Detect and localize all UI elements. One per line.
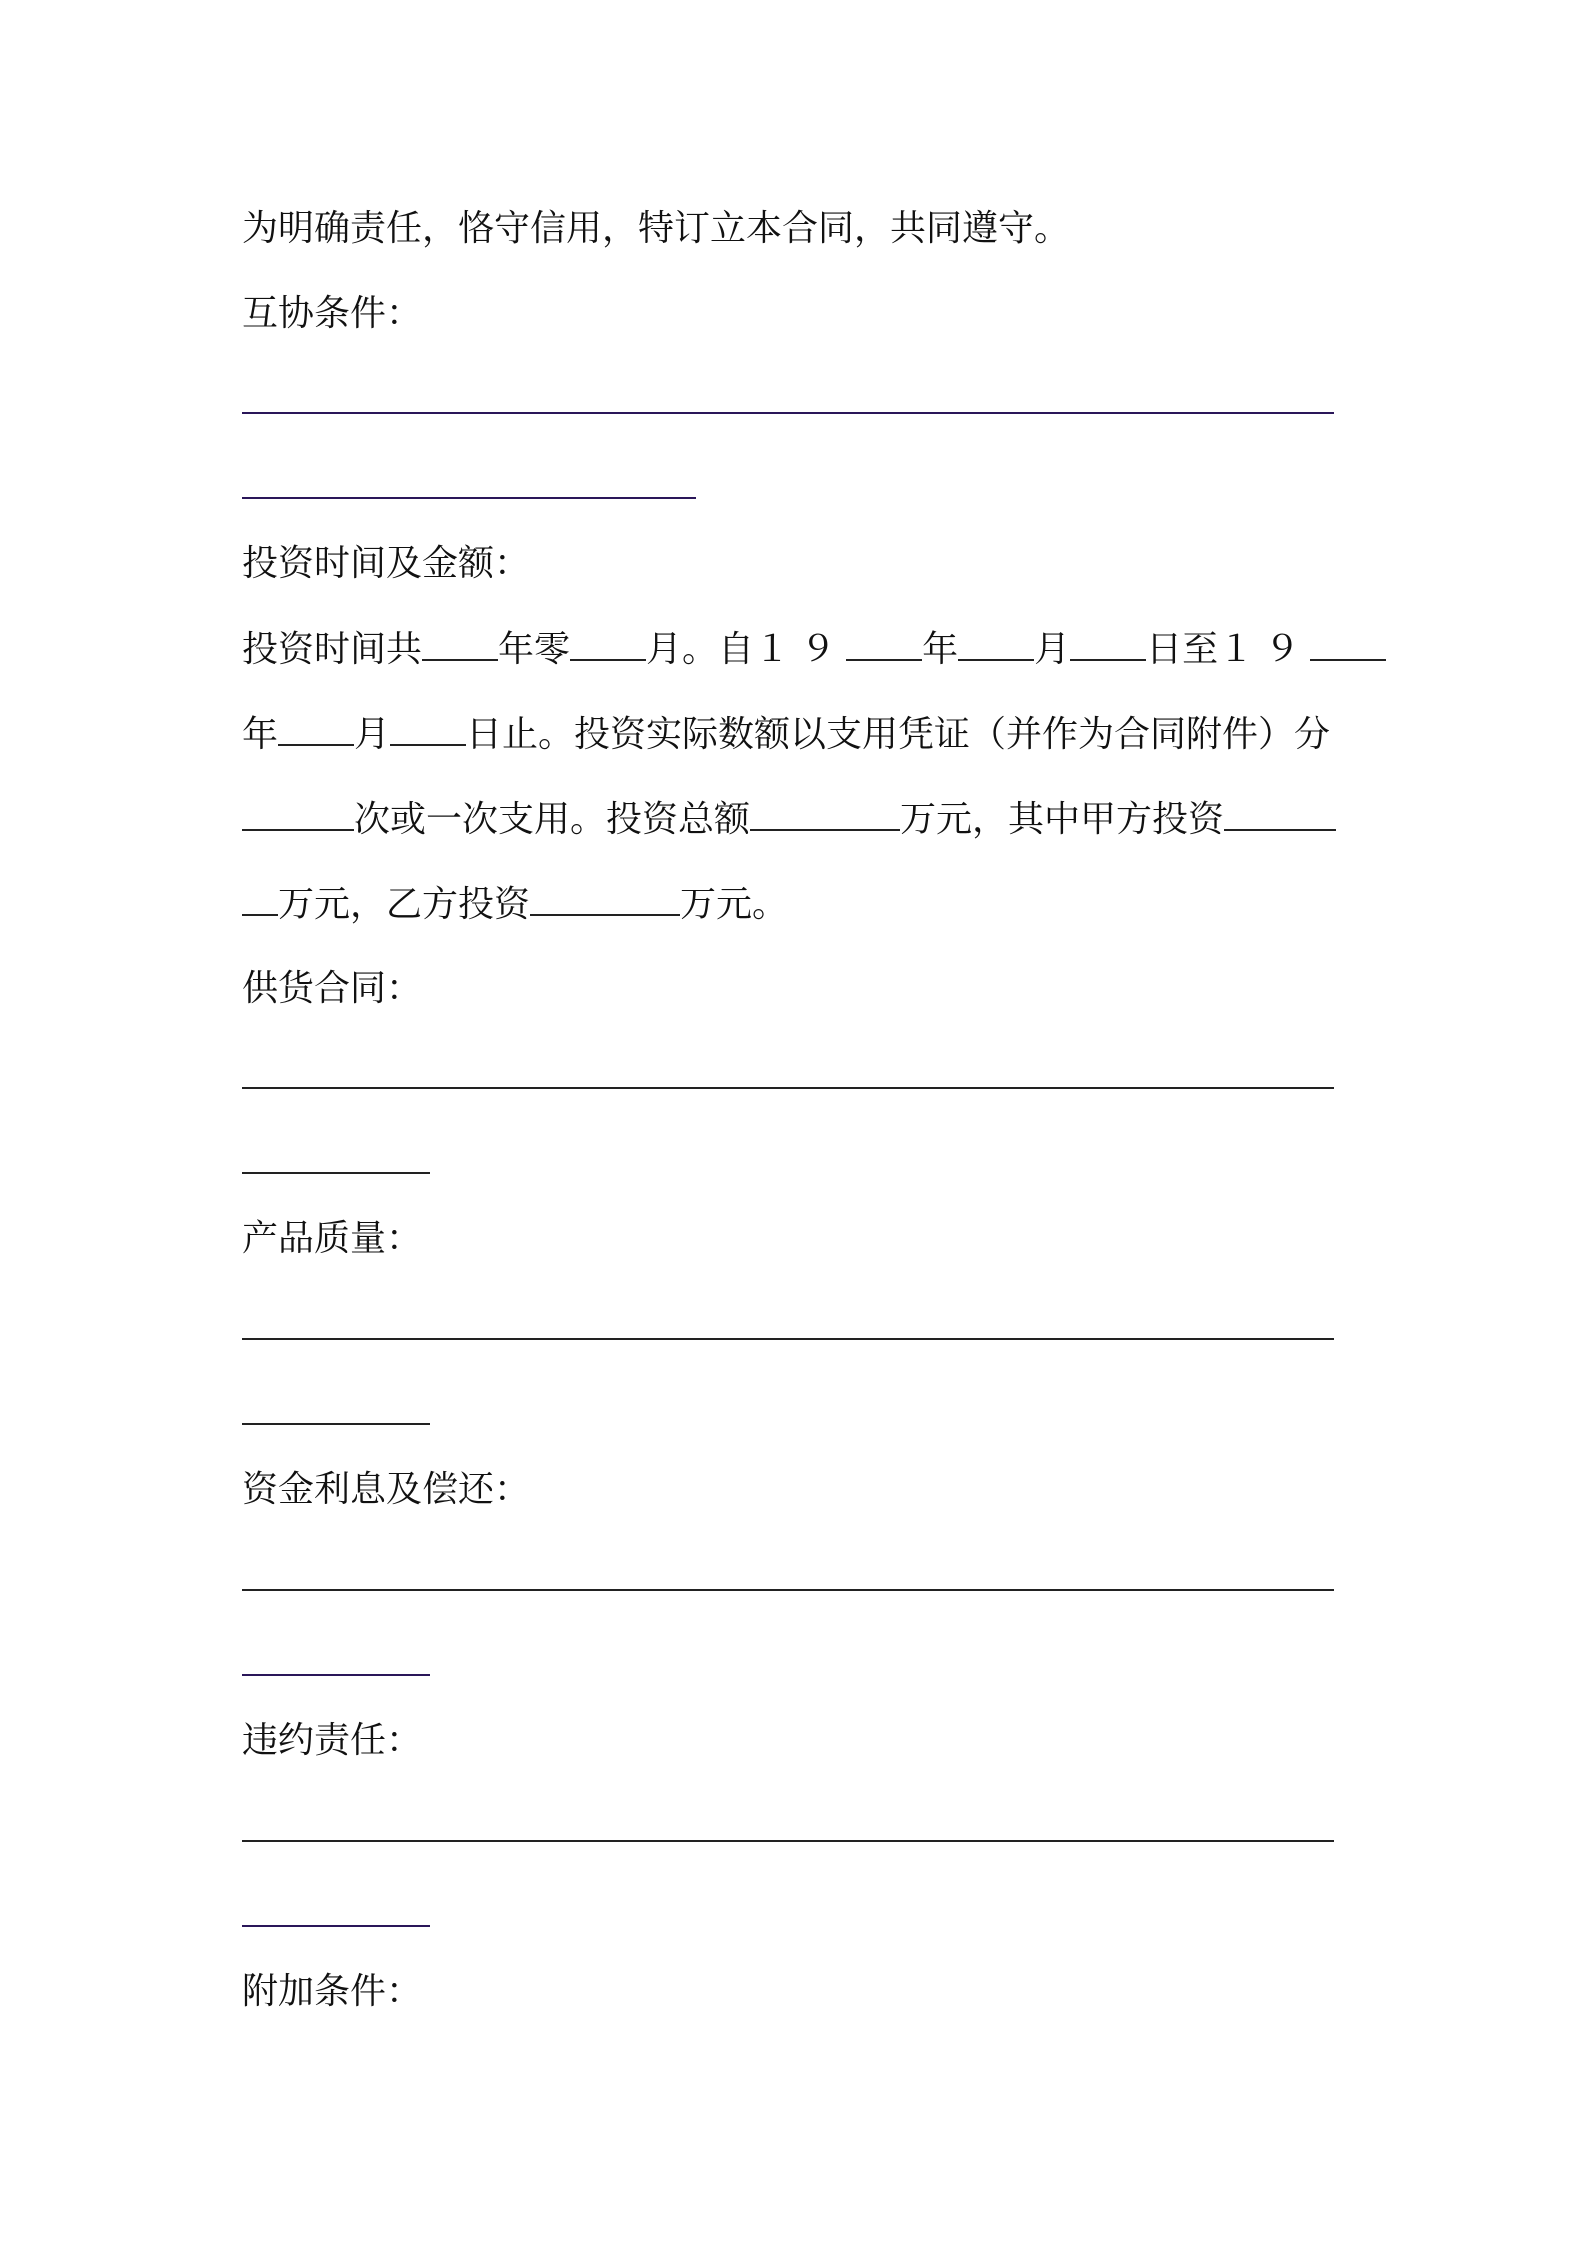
investment-line-3 [242, 795, 1336, 843]
investment-text: 万元，其中甲方投资 [900, 799, 1225, 840]
end-day-blank[interactable] [390, 710, 466, 746]
party-a-amount-blank[interactable] [1224, 795, 1336, 831]
investment-text: 万元，乙方投资 [278, 884, 531, 925]
funding-interest-blank-line-1[interactable] [242, 1589, 1334, 1591]
funding-interest-heading: 资金利息及偿还： [242, 1469, 531, 1510]
investment-text: 月 [354, 714, 391, 755]
investment-text: 万元。 [680, 884, 789, 925]
supply-contract-blank-line-2[interactable] [242, 1172, 430, 1174]
installments-blank[interactable] [242, 795, 354, 831]
mutual-terms-blank-line-2[interactable] [242, 497, 696, 499]
investment-line-2 [242, 710, 1330, 758]
intro-text: 为明确责任，恪守信用，特订立本合同，共同遵守。 [242, 208, 1071, 249]
investment-heading: 投资时间及金额： [242, 543, 531, 584]
investment-text: 月。自 [646, 629, 755, 670]
start-month-blank[interactable] [958, 625, 1034, 661]
party-a-amount-blank-cont[interactable] [242, 880, 278, 916]
product-quality-blank-line-1[interactable] [242, 1338, 1334, 1340]
product-quality-blank-line-2[interactable] [242, 1423, 430, 1425]
funding-interest-blank-line-2[interactable] [242, 1674, 430, 1676]
end-month-blank[interactable] [278, 710, 354, 746]
years-blank[interactable] [422, 625, 498, 661]
supply-contract-heading: 供货合同： [242, 968, 423, 1009]
party-b-amount-blank[interactable] [530, 880, 680, 916]
additional-terms-heading: 附加条件： [242, 1971, 423, 2012]
start-day-blank[interactable] [1070, 625, 1146, 661]
breach-liability-heading: 违约责任： [242, 1720, 423, 1761]
investment-text: 投资时间共 [242, 629, 423, 670]
investment-text: 年 [242, 714, 279, 755]
mutual-terms-blank-line-1[interactable] [242, 412, 1334, 414]
mutual-terms-heading: 互协条件： [242, 293, 423, 334]
supply-contract-blank-line-1[interactable] [242, 1087, 1334, 1089]
total-amount-blank[interactable] [750, 795, 900, 831]
investment-text: 日止。投资实际数额以支用凭证（并作为合同附件）分 [466, 714, 1331, 755]
investment-line-4 [242, 880, 788, 928]
investment-text: 年零 [498, 629, 571, 670]
investment-text: 年 [922, 629, 959, 670]
months-blank[interactable] [570, 625, 646, 661]
investment-text: 月 [1034, 629, 1071, 670]
investment-line-1 [242, 625, 1386, 673]
year-prefix: １９ [754, 629, 847, 670]
product-quality-heading: 产品质量： [242, 1218, 423, 1259]
investment-text: 日至 [1146, 629, 1219, 670]
end-year-blank[interactable] [1310, 625, 1386, 661]
year-prefix: １９ [1218, 629, 1311, 670]
breach-liability-blank-line-1[interactable] [242, 1840, 1334, 1842]
investment-text: 次或一次支用。投资总额 [354, 799, 751, 840]
start-year-blank[interactable] [846, 625, 922, 661]
breach-liability-blank-line-2[interactable] [242, 1925, 430, 1927]
